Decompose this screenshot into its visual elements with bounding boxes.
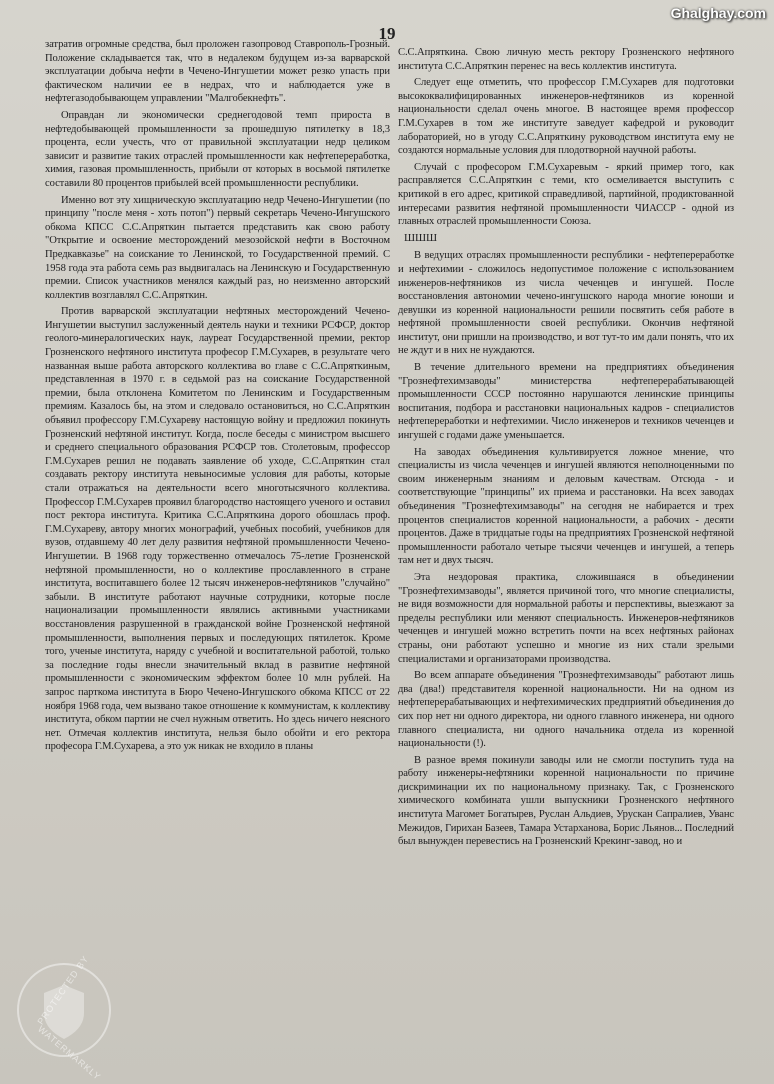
paragraph: Следует еще отметить, что профессор Г.М.Сухарев для подготовки высококвалифицированных инженеров-нефтяников из коренной национальности сделал очень многое. В настоящее время профессор Г.М.Сухарев в том же институте заведует кафедрой и руководит лабораторией, но в угоду С.С.Апряткину руководством института ему не создаются нормальные условия для плодотворной научной работы. [398,77,734,157]
watermark-label-top: PROTECTED BY [35,953,91,1027]
paragraph: С.С.Апряткина. Свою личную месть ректору Грозненского нефтяного института С.С.Апряткин перенес на весь коллектив института. [398,47,734,72]
right-column [398,46,734,852]
section-divider: ШШШ [404,231,437,244]
paragraph: В течение длительного времени на предприятиях объединения "Грознефтехимзаводы" министерства нефтеперерабатывающей промышленности СССР постоянно нарушаются ленинские принципы воспитания, подбора и расстановки национальных кадров - специалистов нефтепереработки и нефтехимии. Число инженеров и техников чеченцев и ингушей с годами даже уменьшается. [398,362,734,442]
left-column [45,38,390,757]
paragraph: В разное время покинули заводы или не смогли поступить туда на работу инженеры-нефтяники коренной национальности по причине дискриминации их по национальному признаку. Так, с Грозненского химического комбината ушли выпускники Грозненского нефтяного института Магомет Богатырев, Руслан Альдиев, Урускан Сапралиев, Уванс Межидов, Гирихан Базеев, Тамара Устарханова, Борис Льянов... Последний был вынужден перевестись на Грозненский Крекинг-завод, но и [398,754,734,848]
paragraph: Именно вот эту хищническую эксплуатацию недр Чечено-Ингушетии (по принципу "после меня - хоть потоп") первый секретарь Чечено-Ингушского обкома КПСС С.С.Апряткин пытается представить как свою работу "Открытие и освоение месторождений мезозойской нефти в Восточном Предкавказье" на соискание то Ленинской, то Государственной премий. С 1958 года эта работа семь раз выдвигалась на Ленинскую и Государственную премии. Список участников менялся каждый раз, но неизменно авторский коллектив возглавлял С.С.Апряткин. [45,194,390,301]
site-watermark-label: Ghalghay.com [670,5,766,21]
paragraph: Во всем аппарате объединения "Грознефтехимзаводы" работают лишь два (два!) представителя коренной национальности. Ни на одном из нефтеперерабатывающих и нефтехимических предприятий объединения до сих пор нет ни одного директора, ни одного главного инженера, ни одного главного специалиста, ни одного начальника отдела из коренной национальности (!). [398,670,734,750]
page-number: 19 [378,24,396,43]
paragraph: Случай с професором Г.М.Сухаревым - яркий пример того, как расправляется С.С.Апряткин с теми, кто осмеливается выступить с критикой в его адрес, критикой справедливой, партийной, продиктованной интересами развития нефтяной промышленности ЧИАССР - одной из главных отраслей промышленности Союза. [398,161,734,228]
watermark-label-bottom: WATERMARKLY [36,1023,103,1083]
paragraph: Против варварской эксплуатации нефтяных месторождений Чечено-Ингушетии выступил заслуженный деятель науки и техники РСФСР, доктор геолого-минералогических наук, лауреат Государственной премии, ректор Грозненского нефтяного института професор Г.М.Сухарев, в результате чего названная выше работа авторского коллектива во главе с С.С.Апряткиным, представленная в 1970 г. в седьмой раз на соискание Государственной премии, была отклонена Комитетом по Ленинским и Государственным премиям. Казалось бы, на этом и следовало остановиться, но С.С.Апряткин объявил профессору Г.М.Сухареву настоящую войну и предложил покинуть Грозненский нефтяной институт. Когда, после беседы с министром высшего и среднего специального образования РСФСР тов. Столетовым, профессор Г.М.Сухарев решил не подавать заявление об уходе, С.С.Апряткин стал создавать ректору института невыносимые условия для работы, которые стали отражаться на деятельности всего многотысячного коллектива. Профессор Г.М.Сухарев проявил благородство настоящего ученого и оставил пост ректора института. Критика С.С.Апряткина дорого обошлась проф. Г.М.Сухареву, автору многих монографий, учебных пособий, учебников для вузов, отдавшему 40 лет делу развития нефтяной промышленности Чечено-Ингушетии. В 1968 году торжественно отмечалось 75-летие Грозненской нефтяной промышленности, но о коллективе прославленного в стране института, воспитавшего более 12 тысяч инженеров-нефтяников "случайно" забыли. В институте работают научные сотрудники, которые после национализации промышленности являлись активными участниками восстановления разрушенной в гражданской войне Грозненской нефтяной промышленности, выполнения первых и последующих пятилеток. Кроме того, ученые института, наряду с учебной и воспитательной работой, только за последние годы внесли значительный вклад в развитие нефтяной промышленности с экономическим эффектом более 10 млн рублей. На запрос парткома института в Бюро Чечено-Ингушского обкома КПСС от 22 ноября 1968 года, чем вызвано такое отношение к коммунистам, к коллективу института, обком партии не счел нужным ответить. Но здесь ничего неясного нет. Отмечая коллектив института, нельзя было обойти и его ректора професора Г.М.Сухарева, а это уж никак не входило в планы [45,306,390,753]
paragraph: Оправдан ли экономически среднегодовой темп прироста в нефтедобывающей промышленности за прошедшую пятилетку в 18,3 процента, если учесть, что от правильной эксплуатации недр целиком зависит и развитие таких отраслей промышленности как нефтепереработка, химия, газовая промышленность, прибыли от которых в восьмой пятилетке составили 80 процентов прибылей всей промышленности республики. [45,109,390,189]
paragraph: затратив огромные средства, был проложен газопровод Ставрополь-Грозный. Положение складывается так, что в недалеком будущем из-за варварской эксплуатации добыча нефти в Чечено-Ингушетии может резко упасть при фактическом наличии ее в недрах, что и наблюдается уже в нефтегазодобывающем управлении "Малгобекнефть". [45,39,390,105]
paragraph: На заводах объединения культивируется ложное мнение, что специалисты из числа чеченцев и ингушей являются неполноценными по своим инженерным знаниям и деловым качествам. Отсюда - и соответствующие "принципы" их приема и расстановки. На всех заводах объединения "Грознефтехимзаводы" на сегодня не набирается и трех процентов специалистов коренной национальности, а рабочих - десяти процентов. Даже в тридцатые годы на предприятиях Грозненской нефтяной промышленности работало четыре тысячи чеченцев и ингушей, а теперь там нет и двух тысяч. [398,446,734,567]
paragraph: Эта нездоровая практика, сложившаяся в объединении "Грознефтехимзаводы", является причиной того, что многие специалисты, не видя возможности для нормальной работы и перспективы, выезжают за пределы республики или меняют специальность. Инженеров-нефтяников чеченцев и ингушей можно встретить почти на всех нефтяных районах страны, они работают успешно и многие из них стали зрелыми специалистами и организаторами производства. [398,571,734,665]
paragraph: В ведущих отраслях промышленности республики - нефтепереработке и нефтехимии - сложилось недопустимое положение с использованием инженеров-нефтяников из числа чеченцев и ингушей. После восстановления автономии чечено-ингушского народа многие юноши и девушки из коренной национальности решили посвятить себя работе в нефтяной промышленности своей республики. Окончив нефтяной институт, они пришли на производство, и вот тут-то им дали понять, что их не ждут и в них не нуждаются. [398,250,734,357]
